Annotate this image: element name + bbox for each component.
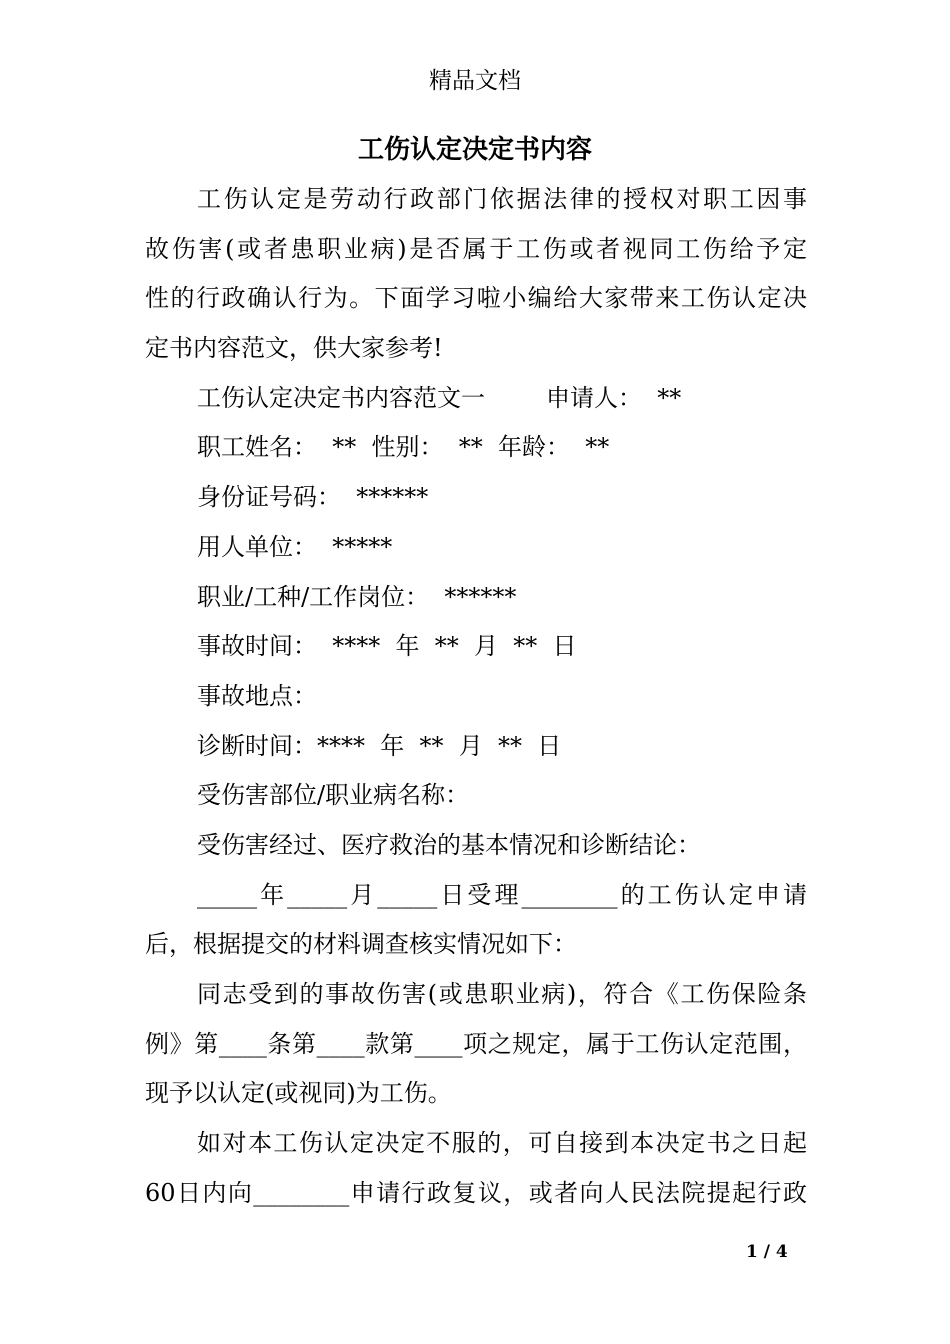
page-total: 4 (775, 1242, 788, 1262)
paragraph-line: 性的行政确认行为。下面学习啦小编给大家带来工伤认定决 (145, 284, 807, 313)
field-worker-info: 职工姓名： ** 性别： ** 年龄： ** (197, 433, 610, 462)
page-number (746, 1240, 788, 1264)
field-accident-time: 事故时间： **** 年 ** 月 ** 日 (197, 632, 577, 661)
field-accident-place: 事故地点： (197, 681, 317, 710)
field-occupation: 职业/工种/工作岗位： ****** (197, 582, 517, 611)
page-current: 1 (746, 1242, 758, 1262)
paragraph-line: 后，根据提交的材料调查核实情况如下： (145, 930, 577, 959)
document-body (145, 175, 807, 1218)
document-title: 工伤认定决定书内容 (357, 135, 592, 165)
page-header: 精品文档 (429, 68, 521, 94)
paragraph-line: 工伤认定是劳动行政部门依据法律的授权对职工因事 (197, 185, 807, 213)
field-injury-process: 受伤害经过、医疗救治的基本情况和诊断结论： (197, 830, 701, 859)
paragraph-line: 例》第____条第____款第____项之规定，属于工伤认定范围， (145, 1029, 807, 1058)
paragraph-line: 故伤害(或者患职业病)是否属于工伤或者视同工伤给予定 (145, 234, 807, 263)
paragraph-line: 同志受到的事故伤害(或患职业病)，符合《工伤保险条 (197, 980, 807, 1008)
paragraph-line: _____年_____月_____日受理________的工伤认定申请 (197, 880, 807, 909)
paragraph-line: 现予以认定(或视同)为工伤。 (145, 1079, 452, 1108)
field-injury-part: 受伤害部位/职业病名称： (197, 781, 470, 810)
field-employer: 用人单位： ***** (197, 532, 393, 561)
paragraph-line: 定书内容范文，供大家参考! (145, 334, 443, 363)
paragraph-line: 如对本工伤认定决定不服的，可自接到本决定书之日起 (197, 1129, 807, 1158)
paragraph-line: 60日内向________申请行政复议，或者向人民法院提起行政 (145, 1178, 807, 1207)
field-diagnosis-time: 诊断时间：**** 年 ** 月 ** 日 (197, 731, 562, 760)
page-separator: / (757, 1242, 776, 1262)
field-id-number: 身份证号码： ****** (197, 483, 429, 512)
field-applicant: 工伤认定决定书内容范文一 申请人： ** (197, 383, 682, 412)
